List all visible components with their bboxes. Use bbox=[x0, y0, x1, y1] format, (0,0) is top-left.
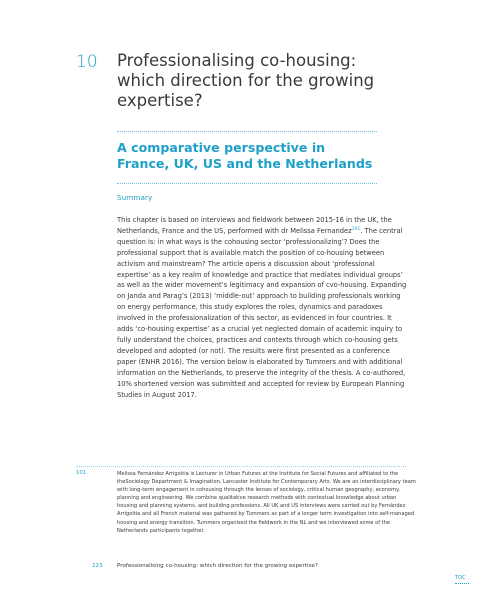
summary-heading: Summary bbox=[117, 193, 153, 202]
summary-text-rest: . The central question is: in what ways is the cohousing sector ‘professionalizing’? Does the professional support that is available match the position of co-housing between activism and mainstream? The article opens a discussion about ‘professional expertise’ as a key realm of knowledge and practice that mediates individual groups’ as well as the wider movement’s legitimacy and expansion of cvo-housing. Expanding on Janda and Parag’s (2013) ‘middle-out’ approach to building professionals working on energy performance, this study explores the roles, dynamics and paradoxes involved in the professionalization of this sector, as evidenced in four countries. It adds ‘co-housing expertise’ as a crucial yet neglected domain of academic inquiry to fully understand the choices, practices and contexts through which co-housing gets developed and adopted (or not). The results were first presented as a conference paper (ENHR 2016). The version below is elaborated by Tummers and with additional information on the Netherlands, to preserve the integrity of the thesis. A co-authored, 10% shortened version was submitted and accepted for review by European Planning Studies in August 2017. bbox=[117, 226, 407, 399]
chapter-title: Professionalising co-housing: which direction for the growing expertise? bbox=[117, 51, 375, 110]
chapter-number: 10 bbox=[76, 52, 98, 72]
summary-text-start: This chapter is based on interviews and fieldwork between 2015-16 in the UK, the Netherlands, France and the US, performed with dr Melissa Fernandez bbox=[117, 216, 392, 235]
running-head: Professionalising co-housing: which direction for the growing expertise? bbox=[117, 563, 318, 569]
chapter-subtitle: A comparative perspective in France, UK, US and the Netherlands bbox=[117, 140, 373, 171]
footnote-reference[interactable]: 101 bbox=[351, 226, 361, 232]
summary-paragraph bbox=[117, 215, 407, 400]
footnote-text: Melissa Fernández Arrigoitia is Lecturer in Urban Futures at the Institute for Social Futures and affiliated to the theSociology Department & Imagination, Lancaster Institute for Contemporary Arts. We are an interdisciplinary team with long-term engagement in cohousing through the lenses of sociology, critical human geography, economy, planning and engineering. We combine qualitative research methods with contextual knowledge about urban housing and planning systems, and building professions. All UK and US interviews were carried out by Fernández Arrigoitia and all French material was gathered by Tummers as part of a longer term investigation into self-managed housing and energy transition. Tummers organised the fieldwork in the NL and we interviewed some of the Netherlands participants together. bbox=[117, 471, 416, 534]
toc-dots bbox=[455, 583, 469, 584]
title-divider bbox=[117, 131, 377, 132]
footnote-number: 101 bbox=[76, 470, 87, 476]
subtitle-divider bbox=[117, 183, 377, 184]
footnote-divider bbox=[76, 466, 406, 467]
page-number: 223 bbox=[92, 563, 103, 569]
toc-link[interactable]: TOC bbox=[455, 575, 466, 581]
